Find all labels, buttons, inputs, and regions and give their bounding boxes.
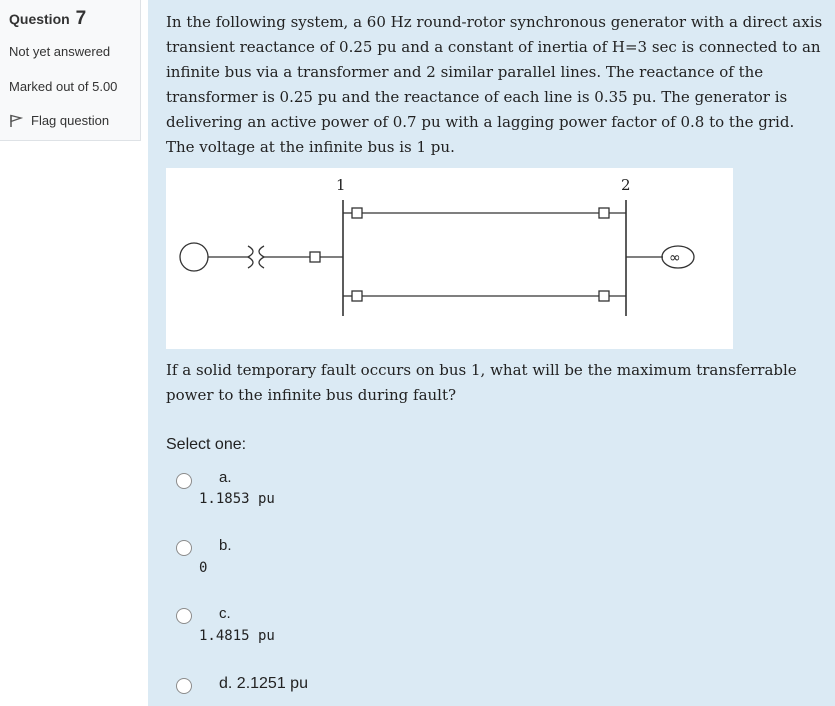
question-content — [148, 0, 835, 706]
question-label: Question — [9, 11, 70, 27]
option-d-text: d. 2.1251 pu — [219, 675, 308, 692]
option-c-letter: c. — [219, 605, 231, 622]
flag-question-link[interactable] — [9, 113, 109, 128]
question-text: In the following system, a 60 Hz round-rotor synchronous generator with a direct axis transient reactance of 0.25 pu and a constant of inertia of H=3 sec is connected to an infinite bus via a transformer and 2 similar parallel lines. The reactance of the transformer is 0.25 pu and the reactance of each line is 0.35 pu. The generator is delivering an active power of 0.7 pu with a lagging power factor of 0.8 to the grid. The voltage at the infinite bus is 1 pu. — [166, 13, 823, 156]
option-c-radio[interactable] — [176, 608, 192, 624]
bus-2-label: 2 — [621, 176, 631, 194]
question-heading — [9, 8, 86, 30]
option-a-letter: a. — [219, 469, 232, 486]
system-diagram — [166, 168, 733, 349]
option-b-letter: b. — [219, 537, 232, 554]
option-d-radio[interactable] — [176, 678, 192, 694]
select-one-label: Select one: — [166, 436, 247, 453]
option-c-value: 1.4815 pu — [199, 628, 275, 644]
single-line-diagram — [166, 168, 733, 349]
question-number: 7 — [75, 8, 87, 29]
generator-symbol — [180, 243, 208, 271]
flag-question-label: Flag question — [31, 113, 110, 128]
question-state: Not yet answered — [9, 44, 111, 59]
question-grade: Marked out of 5.00 — [9, 79, 118, 94]
option-b-radio[interactable] — [176, 540, 192, 556]
question-info-panel — [0, 0, 141, 141]
option-a-value: 1.1853 pu — [199, 491, 275, 507]
option-a-radio[interactable] — [176, 473, 192, 489]
transformer-symbol — [248, 246, 264, 268]
question-prompt: If a solid temporary fault occurs on bus 1, what will be the maximum transferrable power to the infinite bus during fault? — [166, 361, 797, 404]
infinity-symbol: ∞ — [669, 250, 681, 266]
flag-icon — [9, 114, 23, 128]
bus-1-label: 1 — [336, 176, 346, 194]
option-b-value: 0 — [199, 560, 208, 576]
